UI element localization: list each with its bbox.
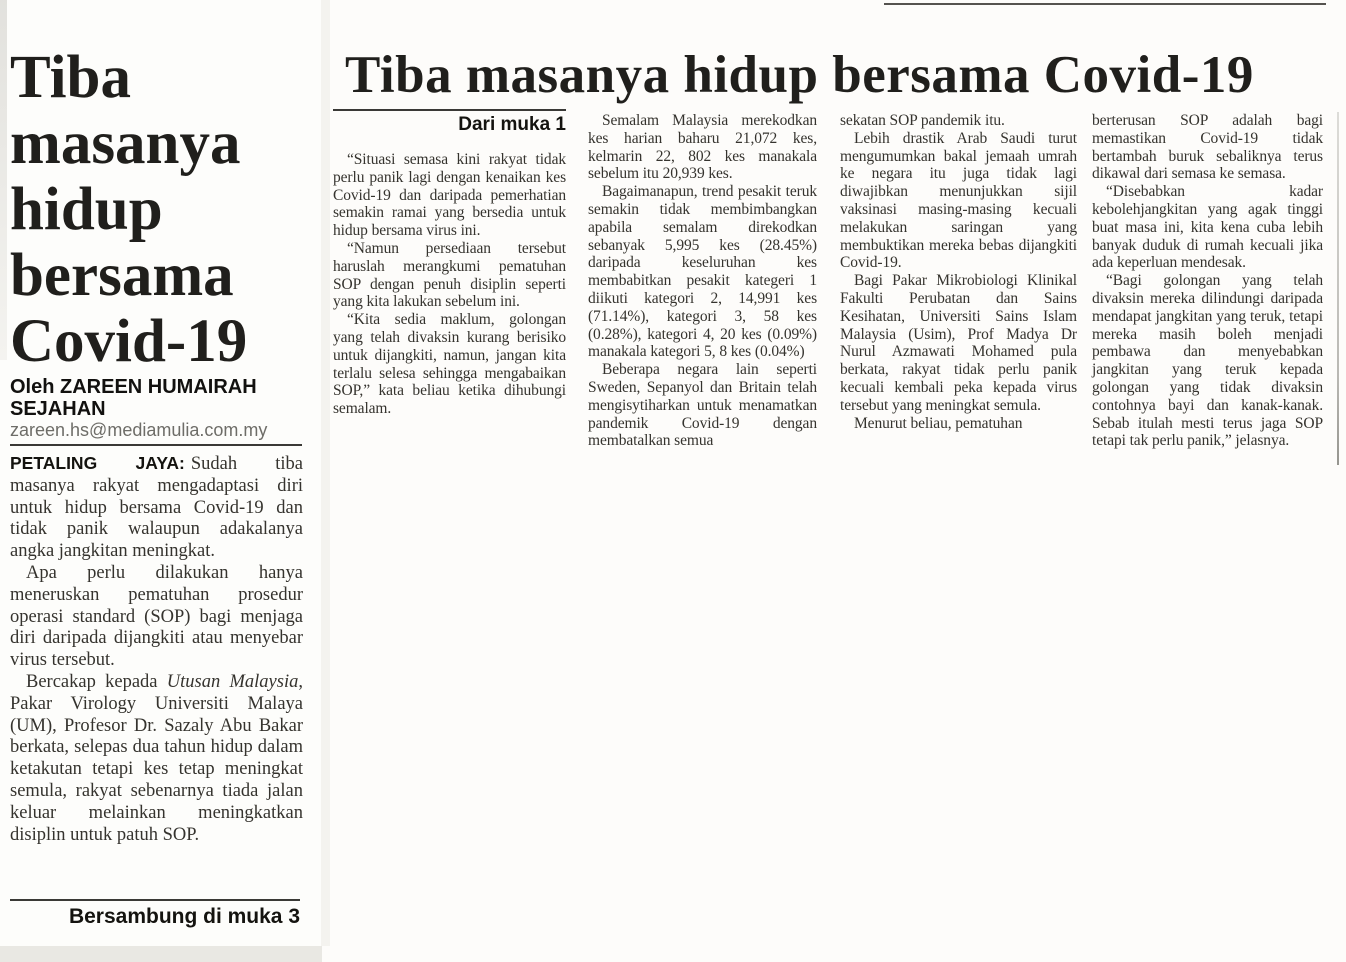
scan-edge-shadow xyxy=(0,0,7,360)
paragraph: “Kita sedia maklum, golongan yang telah divaksin kurang berisiko untuk dijangkiti, namun, jangan kita terlalu selesa sehingga mengabaikan SOP,” kata beliau ketika dihubungi semalam. xyxy=(333,311,566,418)
jump-page-headline: Tiba masanya hidup bersama Covid-19 xyxy=(345,45,1254,104)
paragraph: Menurut beliau, pematuhan xyxy=(854,414,1023,432)
paragraph xyxy=(10,672,303,846)
continuation-divider xyxy=(10,899,300,901)
paragraph-text: Bercakap kepada xyxy=(26,671,167,692)
dateline: PETALING JAYA: xyxy=(10,453,185,473)
paragraph: “Namun persediaan tersebut haruslah merangkumi pematuhan SOP dengan penuh disiplin seperti yang kita lakukan sebelum ini. xyxy=(333,239,566,311)
paragraph: Semalam Malaysia merekodkan kes harian baharu 21,072 kes, kelmarin 22, 802 kes manakala sebelum itu 20,939 kes. xyxy=(588,112,817,183)
article-column-1 xyxy=(333,151,566,418)
front-page-headline: Tiba masanya hidup bersama Covid-19 xyxy=(10,43,248,375)
paragraph: “Situasi semasa kini rakyat tidak perlu panik lagi dengan kenaikan kes Covid-19 dan daripada pemerhatian semakin ramai yang bersedia untuk hidup bersama virus ini. xyxy=(333,151,566,240)
paragraph xyxy=(10,453,303,563)
paragraph: berterusan SOP adalah bagi memastikan Covid-19 tidak bertambah buruk sebaliknya terus dikawal dari semasa ke semasa. xyxy=(1092,112,1323,183)
paragraph: sekatan SOP pandemik itu. xyxy=(840,112,1005,129)
paragraph: Bagaimanapun, trend pesakit teruk semakin tidak membimbangkan apabila semalam direkodkan sebanyak 5,995 kes (28.45%) daripada keseluruhan kes membabitkan pesakit kategeri 1 diikuti kategori 2, 14,991 kes (71.14%), kategori 3, 58 kes (0.28%), kategori 4, 20 kes (0.09%) manakala kategori 5, 8 kes (0.04%) xyxy=(588,183,817,361)
paragraph: Beberapa negara lain seperti Sweden, Sepanyol dan Britain telah mengisytiharkan untuk menamatkan pandemik Covid-19 dengan membatalkan semua xyxy=(588,361,817,450)
byline: Oleh ZAREEN HUMAIRAH SEJAHAN xyxy=(10,376,257,420)
top-edge-rule xyxy=(884,3,1326,5)
paragraph-text: , Pakar Virology Universiti Malaya (UM), Profesor Dr. Sazaly Abu Bakar berkata, selepas dua tahun hidup dalam ketakutan tetapi kes tetap meningkat semula, rakyat sebenarnya tiada jalan keluar melainkan meningkatkan disiplin untuk patuh SOP. xyxy=(10,671,303,845)
paragraph: Apa perlu dilakukan hanya meneruskan pematuhan prosedur operasi standard (SOP) bagi menjaga diri daripada dijangkiti atau menyebar virus tersebut. xyxy=(10,562,303,671)
continued-from-note: Dari muka 1 xyxy=(458,114,566,135)
paragraph: Lebih drastik Arab Saudi turut mengumumkan bakal jemaah umrah ke negara itu juga tidak lagi diwajibkan menunjukkan sijil vaksinasi masing-masing kecuali melakukan saringan yang membuktikan mereka bebas dijangkiti Covid-19. xyxy=(840,129,1077,272)
article-column-4 xyxy=(1092,112,1323,450)
column-divider xyxy=(1337,112,1339,465)
paragraph-text: Sudah tiba masanya rakyat mengadaptasi diri untuk hidup bersama Covid-19 dan tidak panik walaupun adakalanya angka jangkitan meningkat. xyxy=(10,454,303,562)
byline-divider xyxy=(10,444,302,446)
publication-name: Utusan Malaysia xyxy=(166,671,299,692)
kicker-divider xyxy=(333,109,566,111)
paragraph: “Bagi golongan yang telah divaksin mereka dilindungi daripada mendapat jangkitan yang teruk, tetapi mereka masih boleh menjadi pembawa dan menyebabkan jangkitan yang teruk kepada golongan yang tidak divaksin contohnya bayi dan kanak-kanak. Sebab itulah mesti terus jaga SOP tetapi tak perlu panik,” jelasnya. xyxy=(1092,272,1323,450)
clipping-seam xyxy=(321,0,330,946)
paragraph: “Disebabkan kadar kebolehjangkitan yang agak tinggi buat masa ini, kita kena cuba lebih banyak duduk di rumah kecuali jika ada keperluan mendesak. xyxy=(1092,183,1323,272)
paragraph: Bagi Pakar Mikrobiologi Klinikal Fakulti Perubatan dan Sains Kesihatan, Universiti Sains Islam Malaysia (Usim), Prof Madya Dr Nurul Azmawati Mohamed pula berkata, rakyat tidak perlu panik kecuali kembali peka kepada virus tersebut yang meningkat semula. xyxy=(840,272,1077,414)
article-column-2 xyxy=(588,112,817,450)
author-email: zareen.hs@mediamulia.com.my xyxy=(10,420,268,440)
front-page-body xyxy=(10,453,303,846)
continuation-note: Bersambung di muka 3 xyxy=(68,905,300,928)
article-column-3 xyxy=(840,112,1077,432)
